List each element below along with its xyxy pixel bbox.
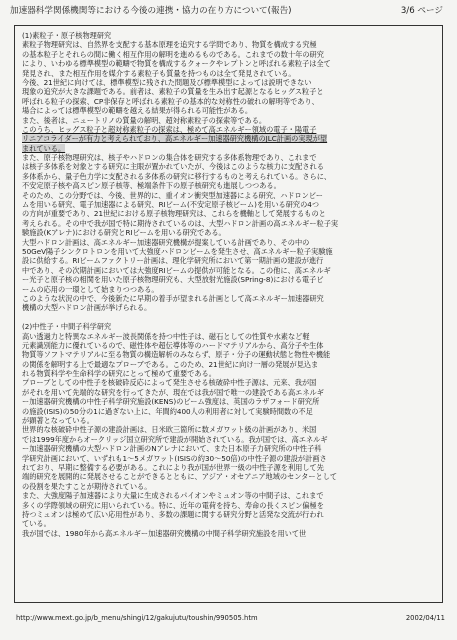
text-line: 今後、21世紀に向けては、標準模型に残された問題及び標準模型によっては説明できない [22, 77, 312, 87]
text-line: 考えられる。その中で我が国で特に期待されているのは、大型ハドロン計画の高エネルギー粒子実 [22, 218, 339, 228]
text-line: が顕著となっている。 [22, 416, 94, 426]
text-line [22, 144, 438, 153]
section-1-body [22, 40, 438, 312]
text-line: の基本粒子とそれらの間に働く相互作用の解明を進めるものである。これまでの数十年の研究 [22, 49, 324, 59]
text-line: 発見され、また相互作用を媒介する素粒子も質量を持つものは全て発見されている。 [22, 68, 296, 78]
section-heading: (1)素粒子・原子核物理研究 [22, 31, 112, 40]
text-line: 機構の大型ハドロン計画が挙げられる。 [22, 303, 152, 313]
text-line: の役割を果たすことが期待されている。 [22, 481, 152, 491]
text-line: がそれを用いて先端的な研究を行ってきたが、現在では我が国で唯一の建設である高エネルギ [22, 387, 324, 397]
text-line: そのため、この分野では、今後、世界的に、重イオン衝突型加速器による研究、ハドロンビー [22, 190, 323, 200]
text-line: ー加速器研究機構の中性子科学研究施設(KENS)のビーム強度は、英国のラザフォード研究所 [22, 397, 320, 407]
text-line: プローブとしての中性子を核破砕反応によって発生させる核破砕中性子源は、元来、我が国 [22, 378, 317, 388]
text-line: 世界的な核破砕中性子源の建設計画は、日米欧三箇所に数メガワット級の計画があり、米国 [22, 425, 317, 435]
text-line: 50GeV陽子シンクロトロンを用いて大強度ハドロンビームを発生させ、高エネルギー粒子実験施 [22, 246, 333, 256]
text-line: 物質等ソフトマテリアルに至る物質の構造解析のみならず、原子・分子の運動状態と物性や機能 [22, 350, 331, 360]
text-line: 端的研究を展開的に発展させることができるとともに、アジア・オセアニア地域のセンターとして [22, 472, 338, 482]
page-number: 3/6 ページ [400, 6, 443, 16]
page-url: http://www.mext.go.jp/b_menu/shingi/12/gakujutu/toushin/990505.htm [16, 614, 258, 622]
text-line: 多体系から、量子色力学に支配される多体系の研究に移行するものと考えられている。さらに、 [22, 171, 332, 181]
text-line: 場合によっては標準模型の範疇を越える結果が得られる可能性がある。 [22, 106, 253, 116]
text-line: ー光子と原子核の相関を用いた原子核物理研究も、大型放射光施設(SPring-8)における電子ビ [22, 275, 324, 285]
text-line: 中であり、その次期計画においては大強度RIビームの提供が可能となる。この他に、高エネルギ [22, 265, 331, 275]
text-line: ームの応用の一環として始まりつつある。 [22, 284, 159, 294]
text-line: により、いわゆる標準模型の範疇で物質を構成するクォークやレプトンと呼ばれる素粒子は全て [22, 59, 331, 69]
text-line: 現象の追究が大きな課題である。前者は、素粒子の質量を生み出す起源となるヒッグス粒子と [22, 87, 324, 97]
text-line [22, 134, 438, 143]
text-line: ムを用いる研究、電子加速器による研究、RIビーム(不安定原子核ビーム)を用いる研究の4つ [22, 200, 320, 210]
text-line: 素粒子物理研究は、自然界を支配する基本原理を追究する学問であり、物質を構成する究極 [22, 40, 317, 50]
text-line: また、原子核物理研究は、核子やハドロンの集合体を研究する多体系物理であり、これまで [22, 153, 317, 163]
page-footer [16, 614, 445, 626]
text-line: ている。 [22, 519, 51, 529]
text-line: 不安定原子核や高スピン原子核等、極端条件下の原子核研究も進展しつつある。 [22, 181, 281, 191]
text-line: の方向が重要であり、21世紀における原子核物理研究は、これらを機軸として発展するものと [22, 209, 326, 219]
text-line: 設に供給する。RIビームファクトリー計画は、理化学研究所において第一期計画の建設が進行 [22, 256, 324, 266]
highlighted-text: まれている。 [22, 143, 66, 153]
text-line: 我が国では、1980年から高エネルギー加速器研究機構の中間子科学研究施設を用いて世 [22, 528, 307, 538]
text-line: また、大強度陽子加速器により大量に生成されるパイオンやミュオン等の中間子は、これまで [22, 491, 324, 501]
text-line: 呼ばれる粒子の探索、CP非保存と呼ばれる素粒子の基本的な対称性の破れの解明等であり、 [22, 96, 319, 106]
text-line: では1999年度からオークリッジ国立研究所で建設が開始されている。我が国では、高エネルギ [22, 434, 328, 444]
text-line: の関係を解明する上で最適なプローブである。このため、21世紀に向け一層の発展が見込ま [22, 359, 319, 369]
document-body [22, 31, 438, 538]
text-line: 高い透過力と特異なエネルギー波長関係を持つ中性子は、磁石としての性質や水素など軽 [22, 331, 310, 341]
text-line: れており、早期に整備する必要がある。これにより我が国が世界一級の中性子源を利用して先 [22, 462, 324, 472]
text-line: 多くの学際領域の研究に用いられている。特に、近年の電荷を持ち、寿命の長くスピン偏極を [22, 500, 324, 510]
text-line: は核子多体系を対象とする研究に主眼が置かれていたが、今後はこのような核力に支配される [22, 162, 324, 172]
text-line: 学研究計画において、いずれも1～5メガワット(ISISの約30～50倍)の中性子源の建設が計画さ [22, 453, 327, 463]
highlighted-text: リニアコライダーが有力と考えられており、高エネルギー加速器研究機構のJLC計画の実現が望 [22, 134, 328, 144]
section-heading: (2)中性子・中間子科学研究 [22, 322, 112, 332]
text-line: の施設(ISIS)の50分の1に過ぎない上に、年間約400人の利用者に対して実験時間数の不足 [22, 406, 313, 416]
print-date: 2002/04/11 [405, 614, 445, 622]
text-line: 持つミュオンは極めて広い応用性があり、多数の課題に関する研究分野と活発な交流が行われ [22, 509, 324, 519]
text-line: 元素識別能力に優れているので、磁性体や超伝導体等のハードマテリアルから、高分子や生体 [22, 340, 324, 350]
text-line: れる物質科学や生命科学の研究にとって極めて重要である。 [22, 369, 216, 379]
section-2-body [22, 332, 438, 539]
highlighted-text: このうち、ヒッグス粒子と超対称素粒子の探索は、極めて高エネルギー領域の電子・陽電子 [22, 124, 317, 134]
text-line: 験施設(Kアレナ)における研究とRIビームを用いる研究である。 [22, 228, 226, 238]
text-line: このような状況の中で、今後新たに早期の着手が望まれる計画として高エネルギー加速器研究 [22, 293, 324, 303]
page-header [10, 4, 447, 18]
text-line [22, 125, 438, 134]
text-line: また、後者は、ニュートリノの質量の解明、超対称素粒子の探索等である。 [22, 115, 267, 125]
document-title: 加速器科学関係機関等における今後の連携・協力の在り方について(報告) [10, 6, 292, 16]
text-line: ー加速器研究機構の大型ハドロン計画のNアレナにおいて、また日本原子力研究所の中性子科 [22, 444, 322, 454]
text-line: 大型ハドロン計画は、高エネルギー加速器研究機構が提案している計画であり、その中の [22, 237, 310, 247]
